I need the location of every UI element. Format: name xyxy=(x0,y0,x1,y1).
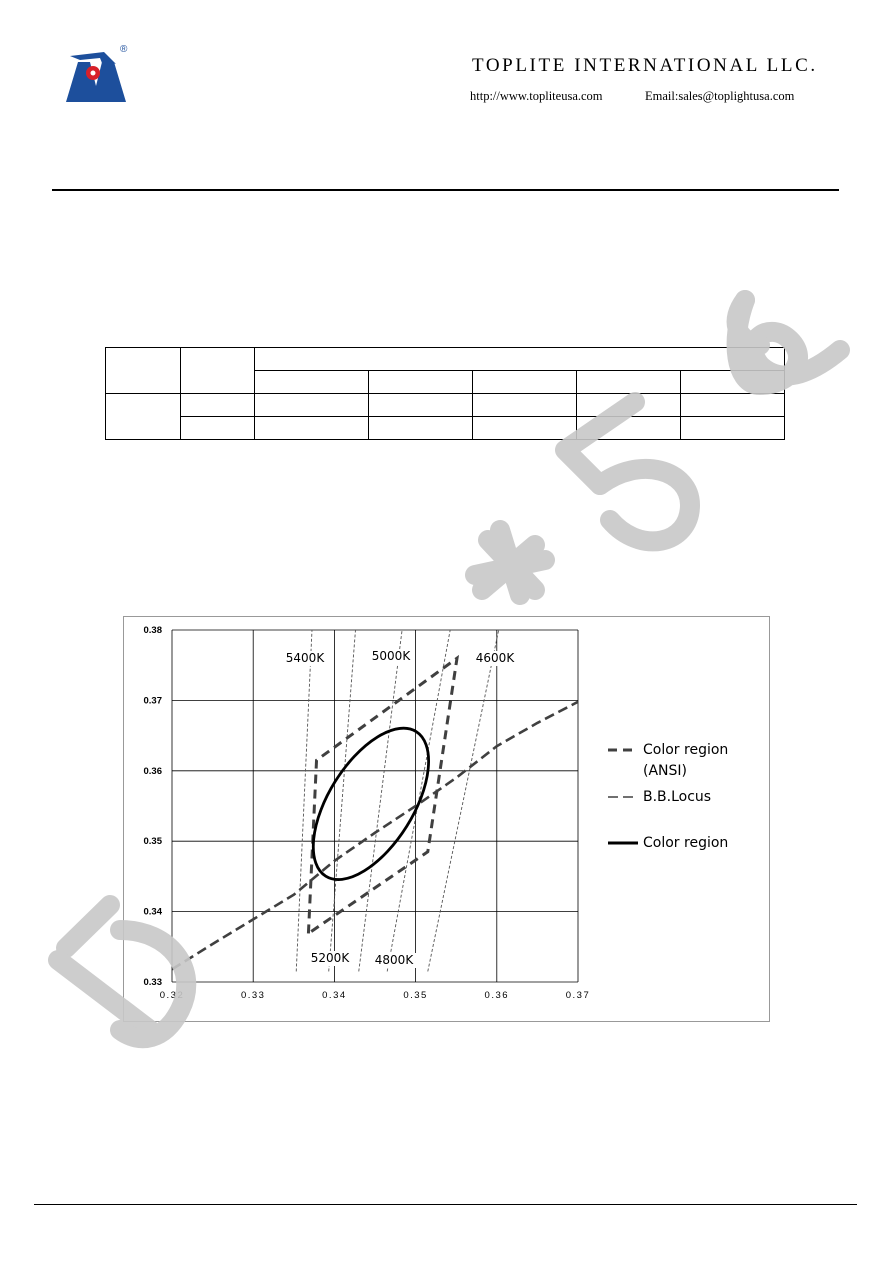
table-cell xyxy=(255,371,369,394)
watermark-glyph-2 xyxy=(500,530,520,595)
table-cell xyxy=(181,394,255,417)
company-website[interactable]: http://www.topliteusa.com xyxy=(470,89,603,103)
cct-label: 5200K xyxy=(310,951,350,965)
cct-isotherm-line xyxy=(296,619,312,971)
watermark-glyph-1 xyxy=(66,905,110,948)
registered-mark: ® xyxy=(120,44,128,55)
bb-locus-series xyxy=(172,702,578,970)
grid-layer xyxy=(172,630,578,982)
table-row xyxy=(106,348,785,371)
legend-entry: Color region (ANSI) xyxy=(643,742,729,779)
table-row xyxy=(106,394,785,417)
table-cell xyxy=(181,417,255,440)
watermark-glyph-4 xyxy=(737,300,760,345)
company-logo xyxy=(60,42,132,104)
color-region-ellipse xyxy=(290,709,452,898)
series-layer xyxy=(172,658,578,969)
table-cell xyxy=(473,417,577,440)
legend-entry: B.B.Locus xyxy=(643,789,712,805)
table-cell xyxy=(681,417,785,440)
watermark-glyph-2 xyxy=(482,545,535,590)
y-tick-label: 0.33 xyxy=(143,977,162,988)
table-cell xyxy=(255,394,369,417)
cct-label-layer xyxy=(283,649,517,968)
table-row xyxy=(106,417,785,440)
spec-table xyxy=(105,347,785,440)
cct-label: 4600K xyxy=(475,651,515,665)
cct-label: 4800K xyxy=(374,953,414,967)
y-tick-label: 0.34 xyxy=(143,906,162,918)
footer-divider xyxy=(34,1204,857,1205)
ansi-color-region-series xyxy=(308,658,457,933)
table-cell xyxy=(106,394,181,440)
x-tick-label: 0.34 xyxy=(322,990,347,1001)
table-cell xyxy=(255,348,785,371)
y-tick-label: 0.37 xyxy=(143,695,162,707)
x-tick-label: 0.33 xyxy=(240,990,266,1001)
table-cell xyxy=(473,394,577,417)
cct-isotherm-line xyxy=(329,619,357,971)
watermark-glyph-3 xyxy=(600,469,690,541)
chart-legend xyxy=(608,742,728,851)
table-cell xyxy=(577,417,681,440)
cct-isotherm-line xyxy=(359,619,404,971)
table-cell xyxy=(369,394,473,417)
watermark-glyph-2 xyxy=(488,540,535,590)
table-cell xyxy=(255,417,369,440)
table-cell xyxy=(681,371,785,394)
y-tick-label: 0.35 xyxy=(143,836,162,848)
legend-entry: Color region xyxy=(643,835,729,851)
x-tick-label: 0.37 xyxy=(565,990,591,1001)
table-cell xyxy=(181,348,255,394)
table-cell xyxy=(106,348,181,394)
cct-label: 5000K xyxy=(371,649,411,663)
y-tick-label: 0.38 xyxy=(143,625,162,636)
company-email[interactable]: Email:sales@toplightusa.com xyxy=(645,89,795,103)
table-cell xyxy=(681,394,785,417)
table-cell xyxy=(369,417,473,440)
cct-label: 5400K xyxy=(285,651,325,665)
x-tick-label: 0.36 xyxy=(484,990,510,1001)
company-name: TOPLITE INTERNATIONAL LLC. xyxy=(472,55,818,76)
header-divider xyxy=(52,189,839,191)
chromaticity-chart xyxy=(123,616,770,1022)
x-tick-label: 0.32 xyxy=(159,990,185,1001)
x-tick-label: 0.35 xyxy=(403,990,428,1001)
table-cell xyxy=(577,394,681,417)
y-tick-label: 0.36 xyxy=(143,765,162,777)
watermark-glyph-2 xyxy=(475,560,545,575)
table-cell xyxy=(577,371,681,394)
table-cell xyxy=(473,371,577,394)
table-cell xyxy=(369,371,473,394)
